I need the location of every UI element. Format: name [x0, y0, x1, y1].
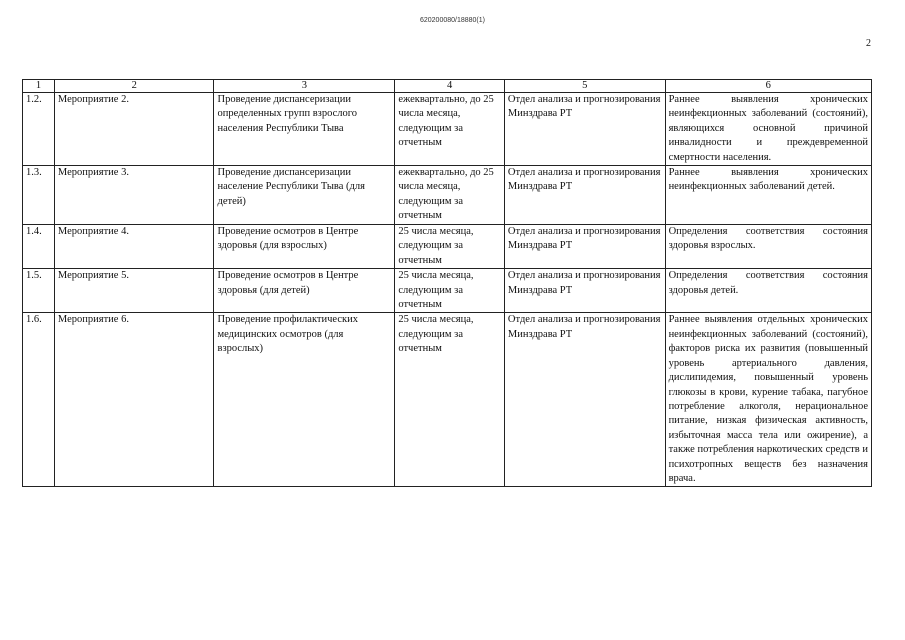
responsible: Отдел анализа и прогнозирования Минздрава РТ	[504, 166, 665, 225]
column-number: 2	[54, 80, 214, 93]
expected-result: Раннее выявления хронических неинфекционных заболеваний детей.	[665, 166, 871, 225]
table-row	[23, 166, 872, 225]
event-name: Мероприятие 3.	[54, 166, 214, 225]
table-row	[23, 269, 872, 313]
column-number: 6	[665, 80, 871, 93]
event-description: Проведение диспансеризации определенных групп взрослого населения Республики Тыва	[214, 93, 395, 166]
event-name: Мероприятие 2.	[54, 93, 214, 166]
expected-result: Раннее выявления отдельных хронических неинфекционных заболеваний (состояний), факторов риска их развития (повышенный уровень артериального давления, дислипидемия, повышенный уровень глюкозы в крови, курение табака, пагубное потребление алкоголя, нерациональное питание, низкая физическая активность, избыточная масса тела или ожирение), а также потребления наркотических средств и психотропных веществ без назначения врача.	[665, 313, 871, 487]
expected-result: Определения соответствия состояния здоровья взрослых.	[665, 225, 871, 269]
page-number: 2	[866, 38, 871, 49]
responsible: Отдел анализа и прогнозирования Минздрава РТ	[504, 225, 665, 269]
table-row	[23, 93, 872, 166]
deadline: ежеквартально, до 25 числа месяца, следующим за отчетным	[395, 166, 505, 225]
column-number: 1	[23, 80, 55, 93]
document-code: 620200080/18880(1)	[419, 17, 485, 24]
row-number: 1.4.	[23, 225, 55, 269]
deadline: ежеквартально, до 25 числа месяца, следующим за отчетным	[395, 93, 505, 166]
event-description: Проведение осмотров в Центре здоровья (для детей)	[214, 269, 395, 313]
event-description: Проведение профилактических медицинских осмотров (для взрослых)	[214, 313, 395, 487]
column-number: 4	[395, 80, 505, 93]
deadline: 25 числа месяца, следующим за отчетным	[395, 269, 505, 313]
event-name: Мероприятие 4.	[54, 225, 214, 269]
row-number: 1.2.	[23, 93, 55, 166]
responsible: Отдел анализа и прогнозирования Минздрава РТ	[504, 93, 665, 166]
measures-table	[22, 79, 872, 487]
event-name: Мероприятие 6.	[54, 313, 214, 487]
deadline: 25 числа месяца, следующим за отчетным	[395, 225, 505, 269]
table-row	[23, 313, 872, 487]
event-name: Мероприятие 5.	[54, 269, 214, 313]
event-description: Проведение осмотров в Центре здоровья (для взрослых)	[214, 225, 395, 269]
table-row	[23, 225, 872, 269]
row-number: 1.5.	[23, 269, 55, 313]
responsible: Отдел анализа и прогнозирования Минздрава РТ	[504, 313, 665, 487]
event-description: Проведение диспансеризации население Республики Тыва (для детей)	[214, 166, 395, 225]
expected-result: Определения соответствия состояния здоровья детей.	[665, 269, 871, 313]
deadline: 25 числа месяца, следующим за отчетным	[395, 313, 505, 487]
responsible: Отдел анализа и прогнозирования Минздрава РТ	[504, 269, 665, 313]
expected-result: Раннее выявления хронических неинфекционных заболеваний (состояний), являющихся основной причиной инвалидности и преждевременной смертности населения.	[665, 93, 871, 166]
column-number: 5	[504, 80, 665, 93]
row-number: 1.6.	[23, 313, 55, 487]
row-number: 1.3.	[23, 166, 55, 225]
column-number-row	[23, 80, 872, 93]
column-number: 3	[214, 80, 395, 93]
